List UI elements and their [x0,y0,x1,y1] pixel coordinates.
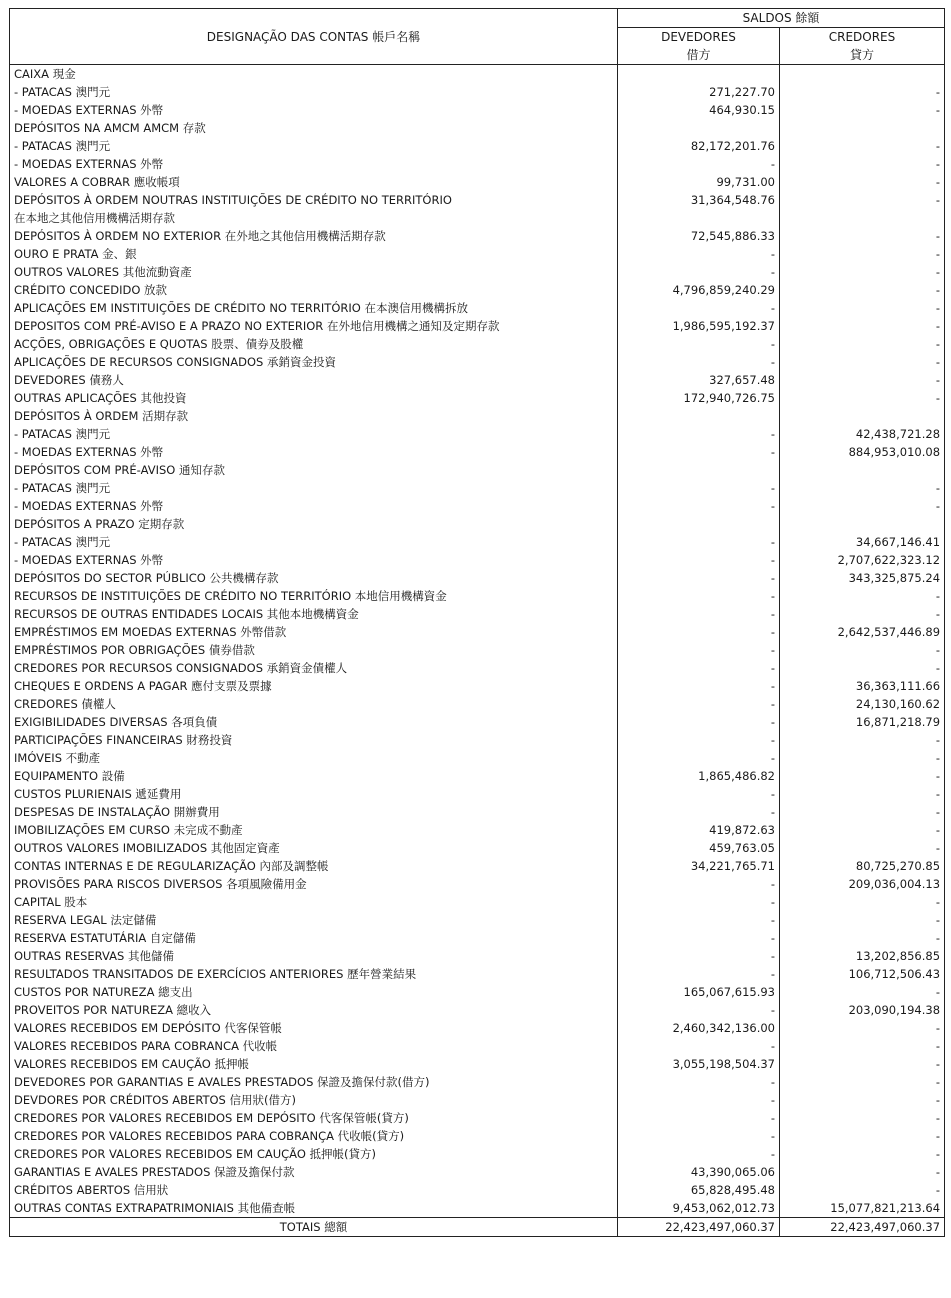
devedores-header [618,28,780,65]
credores-value: 16,871,218.79 [780,713,945,731]
table-row [10,875,945,893]
devedores-value [618,461,780,479]
devedores-value: - [618,155,780,173]
account-name: OUTROS VALORES 其他流動資產 [10,263,618,281]
devedores-value: - [618,749,780,767]
credores-value: - [780,821,945,839]
table-row [10,623,945,641]
account-name: DEPÓSITOS A PRAZO 定期存款 [10,515,618,533]
account-name: - MOEDAS EXTERNAS 外幣 [10,551,618,569]
devedores-value: - [618,497,780,515]
credores-value: - [780,227,945,245]
credores-value: 24,130,160.62 [780,695,945,713]
devedores-value: 4,796,859,240.29 [618,281,780,299]
credores-value: - [780,281,945,299]
devedores-value: - [618,875,780,893]
account-name: DEPÓSITOS DO SECTOR PÚBLICO 公共機構存款 [10,569,618,587]
credores-value: - [780,1037,945,1055]
devedores-value: 9,453,062,012.73 [618,1199,780,1218]
credores-value: - [780,893,945,911]
table-row [10,335,945,353]
devedores-value: - [618,1109,780,1127]
table-row [10,857,945,875]
totals-row [10,1218,945,1237]
devedores-value: - [618,785,780,803]
account-name: EMPRÉSTIMOS EM MOEDAS EXTERNAS 外幣借款 [10,623,618,641]
credores-value [780,209,945,227]
table-row [10,371,945,389]
table-row [10,353,945,371]
table-row [10,83,945,101]
devedores-value: - [618,533,780,551]
table-row [10,1091,945,1109]
table-row [10,965,945,983]
table-row [10,119,945,137]
devedores-value: - [618,641,780,659]
account-name: CRÉDITO CONCEDIDO 放款 [10,281,618,299]
table-row [10,641,945,659]
table-row [10,443,945,461]
table-row [10,1073,945,1091]
account-name: CREDORES POR VALORES RECEBIDOS EM CAUÇÃO 抵押帳(貸方) [10,1145,618,1163]
account-name: VALORES RECEBIDOS PARA COBRANCA 代收帳 [10,1037,618,1055]
credores-value [780,65,945,84]
credores-value: - [780,641,945,659]
devedores-value: 72,545,886.33 [618,227,780,245]
table-row [10,263,945,281]
credores-value: - [780,587,945,605]
devedores-value [618,407,780,425]
account-name: DEPÓSITOS À ORDEM 活期存款 [10,407,618,425]
account-name: GARANTIAS E AVALES PRESTADOS 保證及擔保付款 [10,1163,618,1181]
devedores-value: - [618,623,780,641]
devedores-value [618,515,780,533]
table-row [10,137,945,155]
table-row [10,821,945,839]
devedores-value [618,209,780,227]
devedores-value: - [618,1145,780,1163]
devedores-label-zh: 借方 [686,48,711,62]
table-row [10,515,945,533]
table-row [10,695,945,713]
account-name: - MOEDAS EXTERNAS 外幣 [10,443,618,461]
devedores-value: 271,227.70 [618,83,780,101]
devedores-value: - [618,803,780,821]
credores-value: - [780,767,945,785]
credores-value: 80,725,270.85 [780,857,945,875]
account-name: DEVEDORES 債務人 [10,371,618,389]
account-name: - PATACAS 澳門元 [10,533,618,551]
table-row [10,929,945,947]
account-name: OURO E PRATA 金、銀 [10,245,618,263]
account-name: - PATACAS 澳門元 [10,479,618,497]
credores-value: 2,707,622,323.12 [780,551,945,569]
table-row [10,533,945,551]
credores-value: 203,090,194.38 [780,1001,945,1019]
credores-value: - [780,839,945,857]
credores-value: - [780,245,945,263]
table-row [10,191,945,209]
account-name: DEPÓSITOS COM PRÉ-AVISO 通知存款 [10,461,618,479]
table-row [10,803,945,821]
credores-value: - [780,1109,945,1127]
devedores-value: - [618,929,780,947]
table-row [10,65,945,84]
credores-value: 209,036,004.13 [780,875,945,893]
credores-value: - [780,389,945,407]
account-rows [10,65,945,1218]
credores-header [780,28,945,65]
credores-value: - [780,911,945,929]
account-name: DEVEDORES POR GARANTIAS E AVALES PRESTADOS 保證及擔保付款(借方) [10,1073,618,1091]
account-name: DEPOSITOS COM PRÉ-AVISO E A PRAZO NO EXTERIOR 在外地信用機構之通知及定期存款 [10,317,618,335]
devedores-value: - [618,677,780,695]
devedores-value: - [618,479,780,497]
designation-header: DESIGNAÇÃO DAS CONTAS 帳戶名稱 [10,9,618,65]
table-row [10,569,945,587]
credores-value: - [780,1073,945,1091]
devedores-value: - [618,605,780,623]
credores-value [780,461,945,479]
table-row [10,1181,945,1199]
credores-value [780,407,945,425]
credores-value: - [780,173,945,191]
account-name: ACÇÕES, OBRIGAÇÕES E QUOTAS 股票、債券及股權 [10,335,618,353]
table-row [10,839,945,857]
account-name: CREDORES POR VALORES RECEBIDOS EM DEPÓSITO 代客保管帳(貸方) [10,1109,618,1127]
table-row [10,461,945,479]
devedores-value: 31,364,548.76 [618,191,780,209]
credores-value: - [780,659,945,677]
account-name: CREDORES POR VALORES RECEBIDOS PARA COBRANÇA 代收帳(貸方) [10,1127,618,1145]
account-name: IMÓVEIS 不動產 [10,749,618,767]
credores-value: 106,712,506.43 [780,965,945,983]
credores-value: - [780,1163,945,1181]
account-name: EXIGIBILIDADES DIVERSAS 各項負債 [10,713,618,731]
account-name: RESERVA ESTATUTÁRIA 自定儲備 [10,929,618,947]
credores-value: - [780,1145,945,1163]
devedores-value: - [618,569,780,587]
account-name: APLICAÇÕES DE RECURSOS CONSIGNADOS 承銷資金投資 [10,353,618,371]
devedores-value: 464,930.15 [618,101,780,119]
credores-value: - [780,299,945,317]
devedores-value: - [618,335,780,353]
devedores-value: 2,460,342,136.00 [618,1019,780,1037]
table-row [10,677,945,695]
table-row [10,785,945,803]
table-row [10,1037,945,1055]
credores-value: - [780,749,945,767]
account-name: DEPÓSITOS NA AMCM AMCM 存款 [10,119,618,137]
account-name: - PATACAS 澳門元 [10,83,618,101]
table-row [10,1145,945,1163]
credores-value [780,515,945,533]
table-row [10,281,945,299]
devedores-value: - [618,1091,780,1109]
totals-credores: 22,423,497,060.37 [780,1218,945,1237]
account-name: - PATACAS 澳門元 [10,425,618,443]
account-name: VALORES RECEBIDOS EM CAUÇÃO 抵押帳 [10,1055,618,1073]
devedores-value: 1,865,486.82 [618,767,780,785]
credores-value: - [780,263,945,281]
account-name: - PATACAS 澳門元 [10,137,618,155]
devedores-value: - [618,1037,780,1055]
account-name: CREDORES 債權人 [10,695,618,713]
table-row [10,713,945,731]
table-row [10,407,945,425]
account-name: CAPITAL 股本 [10,893,618,911]
devedores-value: 165,067,615.93 [618,983,780,1001]
devedores-value: - [618,425,780,443]
credores-value: - [780,155,945,173]
table-row [10,155,945,173]
devedores-value: - [618,1001,780,1019]
table-row [10,479,945,497]
credores-value: - [780,1055,945,1073]
credores-value: - [780,317,945,335]
devedores-value [618,65,780,84]
account-name: 在本地之其他信用機構活期存款 [10,209,618,227]
credores-value: - [780,1127,945,1145]
devedores-value: 82,172,201.76 [618,137,780,155]
table-row [10,893,945,911]
account-name: IMOBILIZAÇÕES EM CURSO 未完成不動產 [10,821,618,839]
table-row [10,1199,945,1218]
credores-value: - [780,1091,945,1109]
table-row [10,983,945,1001]
credores-value: - [780,101,945,119]
credores-value: - [780,83,945,101]
account-name: EMPRÉSTIMOS POR OBRIGAÇÕES 債券借款 [10,641,618,659]
credores-value: - [780,983,945,1001]
devedores-value: - [618,947,780,965]
totals-devedores: 22,423,497,060.37 [618,1218,780,1237]
credores-value: - [780,1019,945,1037]
devedores-value: - [618,353,780,371]
table-row [10,299,945,317]
devedores-value: - [618,713,780,731]
credores-value: 884,953,010.08 [780,443,945,461]
table-row [10,605,945,623]
table-row [10,1055,945,1073]
account-name: - MOEDAS EXTERNAS 外幣 [10,155,618,173]
table-row [10,1109,945,1127]
table-row [10,947,945,965]
table-row [10,209,945,227]
devedores-value: - [618,551,780,569]
devedores-value: - [618,659,780,677]
devedores-value: 419,872.63 [618,821,780,839]
table-row [10,245,945,263]
devedores-value: - [618,731,780,749]
account-name: CREDORES POR RECURSOS CONSIGNADOS 承銷資金債權人 [10,659,618,677]
account-name: DEPÓSITOS À ORDEM NOUTRAS INSTITUIÇÕES DE CRÉDITO NO TERRITÓRIO [10,191,618,209]
credores-value: 15,077,821,213.64 [780,1199,945,1218]
account-name: OUTROS VALORES IMOBILIZADOS 其他固定資產 [10,839,618,857]
devedores-value: - [618,965,780,983]
credores-value: 2,642,537,446.89 [780,623,945,641]
devedores-value: - [618,299,780,317]
devedores-value: - [618,1127,780,1145]
account-name: VALORES A COBRAR 應收帳項 [10,173,618,191]
account-name: OUTRAS APLICAÇÕES 其他投資 [10,389,618,407]
devedores-value: - [618,587,780,605]
credores-value: - [780,785,945,803]
devedores-value: 3,055,198,504.37 [618,1055,780,1073]
credores-value: - [780,353,945,371]
credores-value: - [780,371,945,389]
devedores-value: - [618,245,780,263]
devedores-value: 43,390,065.06 [618,1163,780,1181]
credores-value: - [780,929,945,947]
credores-value: - [780,1181,945,1199]
devedores-value: - [618,443,780,461]
account-name: CRÉDITOS ABERTOS 信用狀 [10,1181,618,1199]
account-name: CUSTOS POR NATUREZA 總支出 [10,983,618,1001]
account-name: CAIXA 現金 [10,65,618,84]
devedores-label: DEVEDORES [661,30,736,44]
account-name: OUTRAS RESERVAS 其他儲備 [10,947,618,965]
account-name: APLICAÇÕES EM INSTITUIÇÕES DE CRÉDITO NO TERRITÓRIO 在本澳信用機構拆放 [10,299,618,317]
account-name: DEPÓSITOS À ORDEM NO EXTERIOR 在外地之其他信用機構活期存款 [10,227,618,245]
account-name: PROVISÕES PARA RISCOS DIVERSOS 各項風險備用金 [10,875,618,893]
saldos-header: SALDOS 餘額 [618,9,945,28]
account-name: EQUIPAMENTO 設備 [10,767,618,785]
table-row [10,749,945,767]
table-row [10,551,945,569]
table-row [10,497,945,515]
credores-value [780,119,945,137]
account-name: VALORES RECEBIDOS EM DEPÓSITO 代客保管帳 [10,1019,618,1037]
credores-value: - [780,479,945,497]
devedores-value: 172,940,726.75 [618,389,780,407]
account-name: - MOEDAS EXTERNAS 外幣 [10,497,618,515]
account-name: RECURSOS DE OUTRAS ENTIDADES LOCAIS 其他本地機構資金 [10,605,618,623]
table-row [10,1163,945,1181]
table-row [10,587,945,605]
balance-sheet-table [9,8,945,1237]
account-name: DEVDORES POR CRÉDITOS ABERTOS 信用狀(借方) [10,1091,618,1109]
account-name: DESPESAS DE INSTALAÇÃO 開辦費用 [10,803,618,821]
devedores-value: - [618,911,780,929]
credores-value: 13,202,856.85 [780,947,945,965]
devedores-value: 65,828,495.48 [618,1181,780,1199]
credores-value: - [780,191,945,209]
account-name: RESERVA LEGAL 法定儲備 [10,911,618,929]
devedores-value: - [618,695,780,713]
account-name: CONTAS INTERNAS E DE REGULARIZAÇÃO 內部及調整帳 [10,857,618,875]
credores-label: CREDORES [828,30,896,44]
table-row [10,227,945,245]
devedores-value: 99,731.00 [618,173,780,191]
table-row [10,911,945,929]
credores-value: - [780,605,945,623]
table-row [10,767,945,785]
credores-value: 36,363,111.66 [780,677,945,695]
account-name: OUTRAS CONTAS EXTRAPATRIMONIAIS 其他備查帳 [10,1199,618,1218]
account-name: CHEQUES E ORDENS A PAGAR 應付支票及票據 [10,677,618,695]
table-row [10,317,945,335]
table-row [10,1127,945,1145]
devedores-value: 327,657.48 [618,371,780,389]
account-name: PROVEITOS POR NATUREZA 總收入 [10,1001,618,1019]
credores-value: - [780,497,945,515]
credores-value: 42,438,721.28 [780,425,945,443]
devedores-value: 459,763.05 [618,839,780,857]
account-name: RECURSOS DE INSTITUIÇÕES DE CRÉDITO NO TERRITÓRIO 本地信用機構資金 [10,587,618,605]
devedores-value: - [618,1073,780,1091]
credores-value: - [780,335,945,353]
credores-value: - [780,803,945,821]
credores-value: - [780,137,945,155]
table-row [10,425,945,443]
table-row [10,389,945,407]
table-row [10,101,945,119]
account-name: - MOEDAS EXTERNAS 外幣 [10,101,618,119]
credores-value: - [780,731,945,749]
devedores-value: 34,221,765.71 [618,857,780,875]
table-row [10,1019,945,1037]
devedores-value: - [618,893,780,911]
account-name: CUSTOS PLURIENAIS 遞延費用 [10,785,618,803]
devedores-value: - [618,263,780,281]
devedores-value [618,119,780,137]
table-row [10,1001,945,1019]
credores-label-zh: 貸方 [850,48,875,62]
credores-value: 343,325,875.24 [780,569,945,587]
devedores-value: 1,986,595,192.37 [618,317,780,335]
table-row [10,731,945,749]
totals-label: TOTAIS 總額 [10,1218,618,1237]
table-row [10,659,945,677]
credores-value: 34,667,146.41 [780,533,945,551]
account-name: PARTICIPAÇÕES FINANCEIRAS 財務投資 [10,731,618,749]
account-name: RESULTADOS TRANSITADOS DE EXERCÍCIOS ANTERIORES 歷年營業結果 [10,965,618,983]
table-row [10,173,945,191]
